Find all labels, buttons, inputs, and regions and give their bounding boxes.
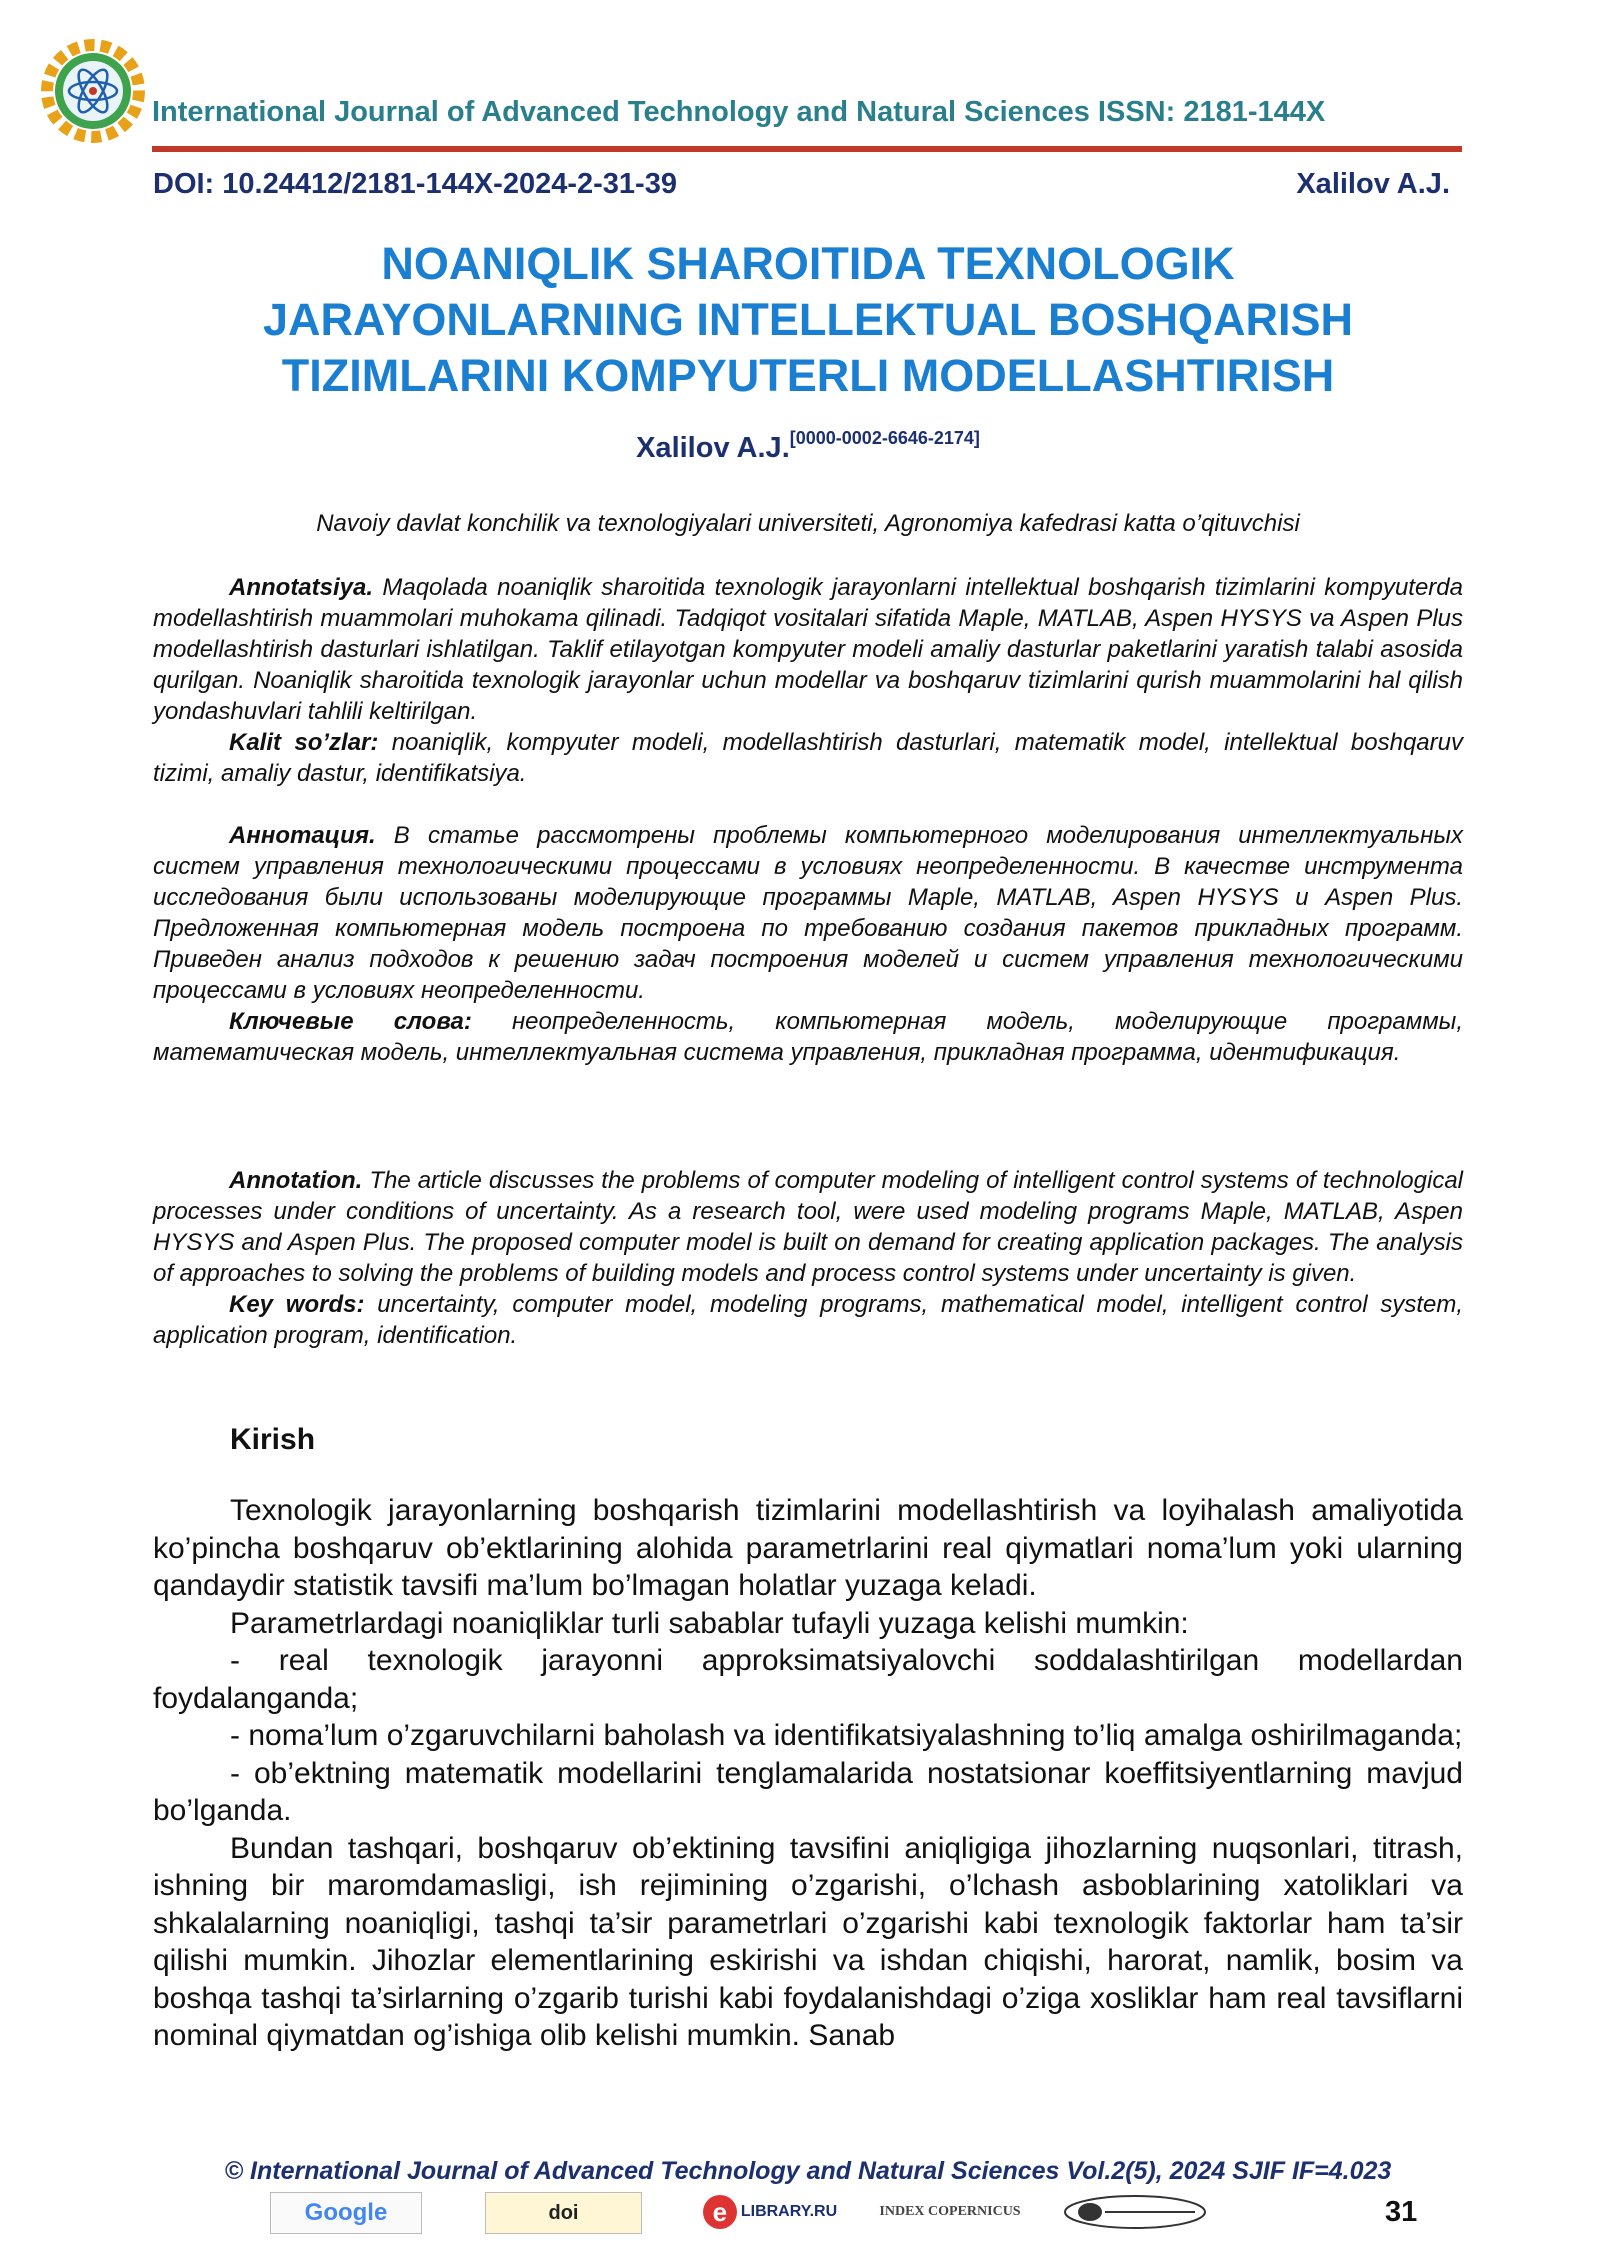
sjif-logo-icon <box>1060 2192 1210 2232</box>
author-line <box>153 428 1463 465</box>
journal-header: International Journal of Advanced Technology and Natural Sciences ISSN: 2181-144X <box>152 96 1326 128</box>
journal-logo <box>38 36 148 146</box>
page-number: 31 <box>1385 2196 1418 2228</box>
index-badges <box>270 2192 1230 2236</box>
header-author: Xalilov A.J. <box>1296 168 1450 200</box>
header-divider <box>152 146 1462 152</box>
title-line: NOANIQLIK SHAROITIDA TEXNOLOGIK <box>381 238 1235 289</box>
sjif-badge <box>1060 2192 1210 2232</box>
keywords-paragraph <box>153 1006 1463 1068</box>
paper-title <box>153 236 1463 404</box>
abstract-uzbek <box>153 572 1463 789</box>
abstract-paragraph <box>153 820 1463 1006</box>
section-heading: Kirish <box>230 1423 316 1456</box>
author-orcid: [0000-0002-6646-2174] <box>789 428 980 448</box>
abstract-russian <box>153 820 1463 1068</box>
keywords-label: Ключевые слова: <box>229 1008 472 1035</box>
body-paragraph: Parametrlardagi noaniqliklar turli sabablar tufayli yuzaga kelishi mumkin: <box>230 1606 1189 1640</box>
abstract-paragraph <box>153 572 1463 727</box>
doi-badge: doi <box>485 2192 642 2234</box>
title-line: TIZIMLARINI KOMPYUTERLI MODELLASHTIRISH <box>281 350 1335 401</box>
abstract-text: В статье рассмотрены проблемы компьютерного моделирования интеллектуальных систем управления технологическими процессами в условиях неопределенности. В качестве инструмента исследования были использованы моделирующие программы Maple, MATLAB, Aspen HYSYS и Aspen Plus. Предложенная компьютерная модель построена по требованию создания пакетов прикладных программ. Приведен анализ подходов к решению задач построения моделей и систем управления технологическими процессами в условиях неопределенности. <box>153 822 1463 1004</box>
body-paragraph: Bundan tashqari, boshqaruv ob’ektining tavsifini aniqligiga jihozlarning nuqsonlari, titrash, ishning bir maromdamasligi, ish rejimining o’zgarishi, o’lchash asboblarining xatoliklari va shkalalarning noaniqligi, tashqi ta’sir parametrlari o’zgarishi kabi texnologik faktorlar ham ta’sir qilishi mumkin. Jihozlar elementlarining eskirishi va ishdan chiqishi, harorat, namlik, bosim va boshqa tashqi ta’sirlarning o’zgarib turishi kabi foydalanishdagi o’ziga xosliklar ham real tavsiflarni nominal qiymatdan og’ishiga olib kelishi mumkin. Sanab <box>153 1831 1463 2052</box>
elibrary-e-icon: e <box>703 2195 737 2229</box>
title-line: JARAYONLARNING INTELLEKTUAL BOSHQARISH <box>262 294 1354 345</box>
google-badge: Google <box>270 2192 422 2234</box>
abstract-text: Maqolada noaniqlik sharoitida texnologik jarayonlarni intellektual boshqarish tizimlarini kompyuterda modellashtirish muammolari muhokama qilinadi. Tadqiqot vositalari sifatida Maple, MATLAB, Aspen HYSYS va Aspen Plus modellashtirish dasturlari ishlatilgan. Taklif etilayotgan kompyuter modeli amaliy dasturlar paketlarini yaratish talabi asosida qurilgan. Noaniqlik sharoitida texnologik jarayonlar uchun modellar va boshqaruv tizimlarini qurish muammolarini hal qilish yondashuvlari tahlili keltirilgan. <box>153 574 1463 725</box>
abstract-paragraph <box>153 1165 1463 1289</box>
keywords-label: Kalit so’zlar: <box>229 729 379 756</box>
body-text <box>153 1492 1463 2055</box>
copernicus-badge: INDEX COPERNICUS <box>879 2204 1021 2219</box>
abstract-label: Аннотация. <box>229 822 376 849</box>
doi-label: DOI: 10.24412/2181-144X-2024-2-31-39 <box>153 168 677 200</box>
footer-note: © International Journal of Advanced Technology and Natural Sciences Vol.2(5), 2024 SJIF IF=4.023 <box>224 2157 1392 2185</box>
affiliation: Navoiy davlat konchilik va texnologiyalari universiteti, Agronomiya kafedrasi katta o’qituvchisi <box>316 510 1300 537</box>
body-paragraph: Texnologik jarayonlarning boshqarish tizimlarini modellashtirish va loyihalash amaliyotida ko’pincha boshqaruv ob’ektlarining alohida parametrlarini real qiymatlari noma’lum yoki ularning qandaydir statistik tavsifi ma’lum bo’lmagan holatlar yuzaga keladi. <box>153 1494 1463 1602</box>
keywords-text: noaniqlik, kompyuter modeli, modellashtirish dasturlari, matematik model, intellektual boshqaruv tizimi, amaliy dastur, identifikatsiya. <box>153 729 1463 787</box>
keywords-paragraph <box>153 727 1463 789</box>
author-name: Xalilov A.J. <box>636 432 790 464</box>
abstract-label: Annotatsiya. <box>229 574 374 601</box>
abstract-english <box>153 1165 1463 1351</box>
body-paragraph: - ob’ektning matematik modellarini tenglamalarida nostatsionar koeffitsiyentlarning mavjud bo’lganda. <box>153 1756 1463 1827</box>
keywords-label: Key words: <box>229 1291 365 1318</box>
keywords-paragraph <box>153 1289 1463 1351</box>
body-paragraph: - noma’lum o’zgaruvchilarni baholash va identifikatsiyalashning to’liq amalga oshirilmaganda; <box>230 1719 1463 1752</box>
elibrary-badge <box>690 2192 850 2232</box>
abstract-text: The article discusses the problems of computer modeling of intelligent control systems of technological processes under conditions of uncertainty. As a research tool, were used modeling programs Maple, MATLAB, Aspen HYSYS and Aspen Plus. The proposed computer model is built on demand for creating application packages. The analysis of approaches to solving the problems of building models and process control systems under uncertainty is given. <box>153 1167 1463 1287</box>
abstract-label: Annotation. <box>229 1167 363 1194</box>
elibrary-label: LIBRARY.RU <box>740 2203 838 2220</box>
keywords-text: uncertainty, computer model, modeling programs, mathematical model, intelligent control system, application program, identification. <box>153 1291 1463 1349</box>
keywords-text: неопределенность, компьютерная модель, моделирующие программы, математическая модель, интеллектуальная система управления, прикладная программа, идентификация. <box>153 1008 1463 1066</box>
body-paragraph: - real texnologik jarayonni approksimatsiyalovchi soddalashtirilgan modellardan foydalanganda; <box>153 1644 1463 1715</box>
